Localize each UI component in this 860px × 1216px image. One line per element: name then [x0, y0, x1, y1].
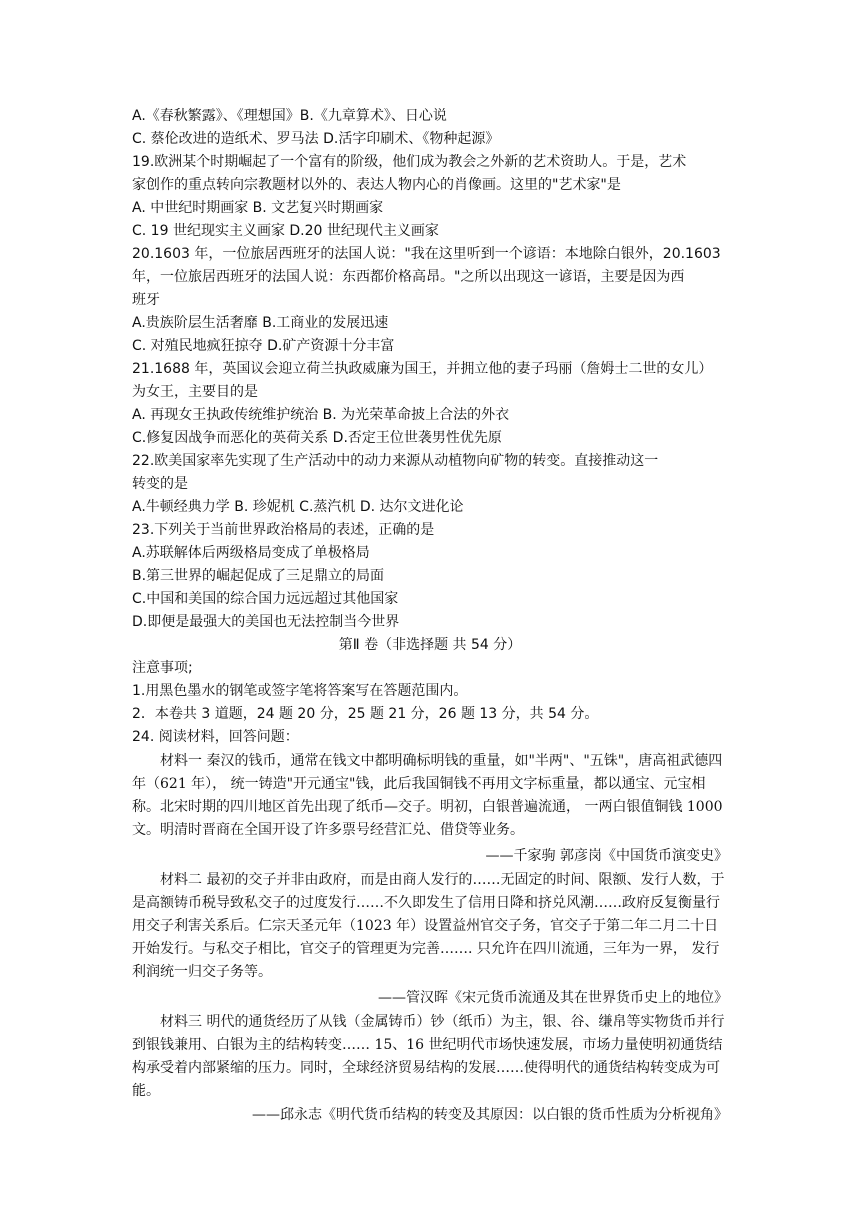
option-line: A.贵族阶层生活奢靡 B.工商业的发展迅速 — [132, 315, 389, 331]
option-line: A.牛顿经典力学 B. 珍妮机 C.蒸汽机 D. 达尔文进化论 — [132, 499, 464, 515]
option-line: C. 19 世纪现实主义画家 D.20 世纪现代主义画家 — [132, 223, 439, 239]
notes-heading: 注意事项; — [132, 660, 193, 676]
option-line: C.中国和美国的综合国力远远超过其他国家 — [132, 591, 399, 607]
question-21-stem: 为女王，主要目的是 — [132, 384, 258, 400]
question-20-stem: 班牙 — [132, 292, 160, 308]
material-1-source: ——千家驹 郭彦岗《中国货币演变史》 — [485, 848, 728, 864]
option-line: A. 中世纪时期画家 B. 文艺复兴时期画家 — [132, 200, 384, 216]
option-line: B.第三世界的崛起促成了三足鼎立的局面 — [132, 568, 385, 584]
option-line: D.即便是最强大的美国也无法控制当今世界 — [132, 614, 400, 630]
option-line: C.修复因战争而恶化的英荷关系 D.否定王位世袭男性优先原 — [132, 430, 502, 446]
option-line: C. 蔡伦改进的造纸术、罗马法 D.活字印刷术、《物种起源》 — [132, 131, 500, 147]
material-2-source: ——管汉晖《宋元货币流通及其在世界货币史上的地位》 — [378, 990, 728, 1006]
note-item: 1.用黑色墨水的钢笔或签字笔将答案写在答题范围内。 — [132, 683, 468, 699]
material-3-source: ——邱永志《明代货币结构的转变及其原因：以白银的货币性质为分析视角》 — [252, 1107, 728, 1123]
section-title: 第Ⅱ 卷（非选择题 共 54 分） — [338, 637, 522, 653]
option-line: C. 对殖民地疯狂掠夺 D.矿产资源十分丰富 — [132, 338, 395, 354]
question-22-stem: 转变的是 — [132, 476, 188, 492]
question-20-stem: 年，一位旅居西班牙的法国人说：东西都价格高昂。"之所以出现这一谚语，主要是因为西 — [132, 269, 685, 285]
material-1: 材料一 秦汉的钱币，通常在钱文中都明确标明钱的重量，如"半两"、"五铢"，唐高祖武德四年（621 年）， 统一铸造"开元通宝"钱，此后我国铜钱不再用文字标重量，都以通宝、元宝相称。北宋时期的四川地区首先出现了纸币—交子。明初，白银普遍流通， 一两白银值铜钱 1000 文。明清时晋商在全国开设了许多票号经营汇兑、借贷等业务。 — [132, 753, 723, 838]
option-line: A.苏联解体后两级格局变成了单极格局 — [132, 545, 370, 561]
question-19-stem: 19.欧洲某个时期崛起了一个富有的阶级，他们成为教会之外新的艺术资助人。于是，艺术 — [132, 154, 687, 170]
question-21-stem: 21.1688 年，英国议会迎立荷兰执政威廉为国王，并拥立他的妻子玛丽（詹姆士二世的女儿） — [132, 361, 713, 377]
option-line: A.《春秋繁露》、《理想国》B.《九章算术》、日心说 — [132, 108, 447, 124]
note-item: 2．本卷共 3 道题，24 题 20 分，25 题 21 分，26 题 13 分，共 54 分。 — [132, 706, 599, 722]
question-20-stem: 20.1603 年，一位旅居西班牙的法国人说："我在这里听到一个谚语：本地除白银外，20.1603 — [132, 246, 721, 262]
material-2: 材料二 最初的交子并非由政府，而是由商人发行的……无固定的时间、限额、发行人数，于是高额铸币税导致私交子的过度发行……不久即发生了信用日降和挤兑风潮……政府反复衡量行用交子利害关系后。仁宗天圣元年（1023 年）设置益州官交子务，官交子于第二年二月二十日开始发行。与私交子相比，官交子的管理更为完善……. 只允许在四川流通，三年为一界， 发行利润统一归交子务等。 — [132, 872, 725, 980]
material-3: 材料三 明代的通货经历了从钱（金属铸币）钞（纸币）为主，银、谷、缣帛等实物货币并行到银钱兼用、白银为主的结构转变…… 15、16 世纪明代市场快速发展，市场力量使明初通货结构承受着内部紧缩的压力。同时，全球经济贸易结构的发展……使得明代的通货结构转变成为可能。 — [132, 1014, 725, 1099]
option-line: A. 再现女王执政传统维护统治 B. 为光荣革命披上合法的外衣 — [132, 407, 510, 423]
question-24-stem: 24. 阅读材料，回答问题： — [132, 729, 299, 745]
question-23-stem: 23.下列关于当前世界政治格局的表述，正确的是 — [132, 522, 435, 538]
question-22-stem: 22.欧美国家率先实现了生产活动中的动力来源从动植物向矿物的转变。直接推动这一 — [132, 453, 659, 469]
question-19-stem: 家创作的重点转向宗教题材以外的、表达人物内心的肖像画。这里的"艺术家"是 — [132, 177, 621, 193]
